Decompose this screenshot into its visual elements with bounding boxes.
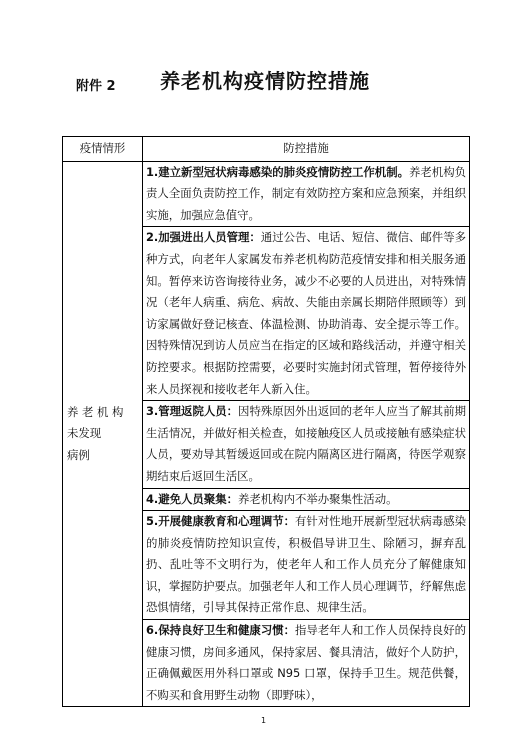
measures-table	[62, 136, 470, 707]
situation-line: 未发现	[67, 426, 102, 441]
measure-item-body: 因特殊原因外出返回的老年人应当了解其前期生活情况，并做好相关检查，如接触疫区人员或接触有感染症状人员，要劝导其暂缓返回或在院内隔离区进行隔离，待医学观察期结束后返回生活区。	[146, 404, 466, 483]
measure-item-5	[143, 510, 469, 619]
situation-line: 病例	[67, 447, 90, 462]
document-title: 养老机构疫情防控措施	[160, 69, 370, 93]
measure-item-body: 养老机构内不举办聚集性活动。	[238, 491, 398, 506]
measure-item-title: 3.管理返院人员：	[146, 404, 239, 419]
measure-item-body: 有针对性地开展新型冠状病毒感染的肺炎疫情防控知识宣传，积极倡导讲卫生、除陋习，摒弃乱扔、乱吐等不文明行为，使老年人和工作人员充分了解健康知识，掌握防护要点。加强老年人和工作人员心理调节，纾解焦虑恐惧情绪，引导其保持正常作息、规律生活。	[146, 514, 466, 615]
table-row	[63, 161, 470, 707]
measure-item-body: 指导老年人和工作人员保持良好的健康习惯，房间多通风，保持家居、餐具清洁，做好个人防护，正确佩戴医用外科口罩或 N95 口罩，保持手卫生。规范供餐，不购买和食用野生动物（即野味），	[146, 623, 466, 702]
measures-cell	[143, 161, 470, 707]
measure-item-title: 5.开展健康教育和心理调节：	[146, 514, 296, 529]
table-header-row	[63, 137, 470, 162]
measure-item-body: 通过公告、电话、短信、微信、邮件等多种方式，向老年人家属发布养老机构防范疫情安排和相关服务通知。暂停来访咨询接待业务，减少不必要的人员进出，对特殊情况（老年人病重、病危、病故、失能由亲属长期陪伴照顾等）到访家属做好登记核查、体温检测、协助消毒、安全提示等工作。因特殊情况到访人员应当在指定的区域和路线活动，并遵守相关防控要求。根据防控需要，必要时实施封闭式管理，暂停接待外来人员探视和接收老年人新入住。	[146, 230, 466, 396]
measure-item-title: 6.保持良好卫生和健康习惯：	[146, 623, 296, 638]
measure-item-3	[143, 400, 469, 487]
measure-item-title: 1.建立新型冠状病毒感染的肺炎疫情防控工作机制。	[146, 164, 409, 179]
measure-item-title: 4.避免人员聚集：	[146, 491, 238, 506]
measure-item-2	[143, 226, 469, 400]
measure-item-4	[143, 488, 469, 511]
measure-item-title: 2.加强进出人员管理：	[146, 230, 261, 245]
column-header-measures: 防控措施	[143, 137, 470, 162]
situation-cell	[63, 161, 143, 707]
measure-item-6	[143, 619, 469, 706]
measure-item-1	[143, 162, 469, 227]
page-number: 1	[260, 716, 267, 725]
situation-line: 养 老 机 构	[67, 404, 124, 419]
document-header	[0, 65, 527, 97]
measure-item-body: 养老机构负责人全面负责防控工作，制定有效防控方案和应急预案，并组织实施，加强应急值守。	[146, 164, 466, 222]
column-header-situation: 疫情情形	[63, 137, 143, 162]
annex-label: 附件 2	[76, 79, 116, 94]
